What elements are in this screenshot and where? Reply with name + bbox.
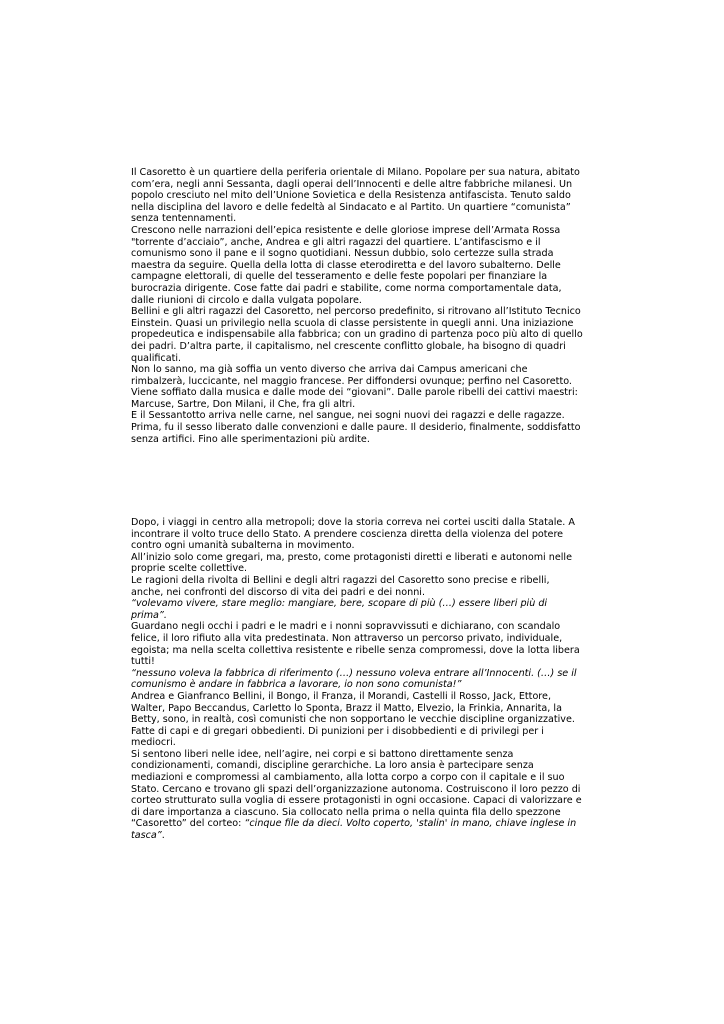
- text-line: Viene soffiato dalla musica e dalle mode dei “giovani”. Dalle parole ribelli dei cattivi maestri:: [131, 387, 578, 399]
- text-line: Walter, Papo Beccandus, Carletto lo Sponta, Brazz il Matto, Elvezio, la Frinkia, Annarita, la: [131, 702, 562, 714]
- text-line: tutti!: [131, 656, 155, 668]
- text-line: Bellini e gli altri ragazzi del Casoretto, nel percorso predefinito, si ritrovano all’Istituto Tecnico: [131, 306, 581, 318]
- text-line: Guardano negli occhi i padri e le madri e i nonni sopravvissuti e dichiarano, con scandalo: [131, 621, 561, 633]
- text-line: mediocri.: [131, 737, 176, 749]
- text-line: corteo strutturato sulla voglia di essere protagonisti in ogni occasione. Capaci di valorizzare e: [131, 795, 582, 807]
- text-line: Non lo sanno, ma già soffia un vento diverso che arriva dai Campus americani che: [131, 364, 528, 376]
- text-line: anche, nei confronti del discorso di vita dei padri e dei nonni.: [131, 586, 425, 598]
- text-line: "torrente d’acciaio”, anche, Andrea e gli altri ragazzi del quartiere. L’antifascismo e il: [131, 236, 541, 248]
- text-line: contro ogni umanità subalterna in movimento.: [131, 540, 355, 552]
- quote-line: prima”.: [131, 609, 167, 621]
- text-section-2: [131, 517, 601, 842]
- text-line: rimbalzerà, luccicante, nel maggio francese. Per diffondersi ovunque; perfino nel Casoretto.: [131, 375, 572, 387]
- text-line: maestra da seguire. Quella della lotta di classe eterodiretta e del lavoro subalterno. Delle: [131, 259, 561, 271]
- text-line: di dare importanza a ciascuno. Sia collocato nella prima o nella quinta fila dello spezzone: [131, 806, 561, 818]
- text-segment: “Casoretto” del corteo:: [131, 818, 245, 830]
- text-line: condizionamenti, comandi, discipline gerarchiche. La loro ansia è partecipare senza: [131, 760, 534, 772]
- text-line: nella disciplina del lavoro e delle fedeltà al Sindacato e al Partito. Un quartiere “comunista”: [131, 201, 571, 213]
- text-line: Le ragioni della rivolta di Bellini e degli altri ragazzi del Casoretto sono precise e ribelli,: [131, 574, 550, 586]
- text-line: egoista; ma nella scelta collettiva resistente e ribelle senza compromessi, dove la lotta libera: [131, 644, 580, 656]
- text-line: comunismo sono il pane e il sogno quotidiani. Nessun dubbio, solo certezze sulla strada: [131, 248, 554, 260]
- quote-line: “nessuno voleva la fabbrica di riferimento (…) nessuno voleva entrare all’Innocenti. (…) se il: [131, 667, 577, 679]
- text-line: campagne elettorali, di quelle del tesseramento e delle feste popolari per finanziare la: [131, 271, 548, 283]
- quote-segment: tasca”: [131, 830, 162, 842]
- text-line: Dopo, i viaggi in centro alla metropoli; dove la storia correva nei cortei usciti dalla Statale. A: [131, 517, 575, 528]
- text-line: Prima, fu il sesso liberato dalle convenzioni e dalle paure. Il desiderio, finalmente, soddisfatto: [131, 422, 581, 434]
- text-line: incontrare il volto truce dello Stato. A prendere coscienza diretta della violenza del potere: [131, 528, 564, 540]
- text-line: dei padri. D’altra parte, il capitalismo, nel crescente conflitto globale, ha bisogno di quadri: [131, 340, 566, 352]
- text-line: [131, 830, 601, 842]
- text-line: Il Casoretto è un quartiere della periferia orientale di Milano. Popolare per sua natura, abitato: [131, 167, 580, 178]
- text-line: propedeutica e indispensabile alla fabbrica; con un gradino di partenza poco più alto di quello: [131, 329, 583, 341]
- text-line: popolo cresciuto nel mito dell’Unione Sovietica e della Resistenza antifascista. Tenuto saldo: [131, 190, 571, 202]
- text-section-1: [131, 167, 601, 445]
- text-line: Crescono nelle narrazioni dell’epica resistente e delle gloriose imprese dell’Armata Rossa: [131, 224, 561, 236]
- text-line: Stato. Cercano e trovano gli spazi dell’organizzazione autonoma. Costruiscono il loro pezzo di: [131, 783, 581, 795]
- text-line: qualificati.: [131, 352, 182, 364]
- quote-line: “volevamo vivere, stare meglio: mangiare, bere, scopare di più (…) essere liberi più di: [131, 598, 548, 610]
- text-line: mediazioni e compromessi al cambiamento, alla lotta corpo a corpo con il capitale e il suo: [131, 772, 565, 784]
- text-line: felice, il loro rifiuto alla vita predestinata. Non attraverso un percorso privato, individuale,: [131, 632, 563, 644]
- text-line: proprie scelte collettive.: [131, 563, 248, 575]
- text-line: Marcuse, Sartre, Don Milani, il Che, fra gli altri.: [131, 398, 356, 410]
- text-line: Einstein. Quasi un privilegio nella scuola di classe persistente in quegli anni. Una iniziazione: [131, 317, 574, 329]
- text-line: senza artifici. Fino alle sperimentazioni più ardite.: [131, 433, 370, 445]
- text-line: Betty, sono, in realtà, così comunisti che non sopportano le vecchie discipline organizzative.: [131, 714, 575, 726]
- text-line: senza tentennamenti.: [131, 213, 237, 225]
- text-line: burocrazia dirigente. Cose fatte dai padri e stabilite, come norma comportamentale data,: [131, 282, 562, 294]
- text-line: [131, 818, 601, 830]
- text-line: dalle riunioni di circolo e dalla vulgata popolare.: [131, 294, 362, 306]
- text-line: E il Sessantotto arriva nelle carne, nel sangue, nei sogni nuovi dei ragazzi e delle ragazze.: [131, 410, 565, 422]
- text-line: Fatte di capi e di gregari obbedienti. Di punizioni per i disobbedienti e di privilegi per i: [131, 725, 544, 737]
- text-line: Andrea e Gianfranco Bellini, il Bongo, il Franza, il Morandi, Castelli il Rosso, Jack, Ettore,: [131, 690, 551, 702]
- text-line: Si sentono liberi nelle idee, nell’agire, nei corpi e si battono direttamente senza: [131, 748, 514, 760]
- text-segment: .: [161, 830, 165, 842]
- quote-segment: “cinque file da dieci. Volto coperto, 'stalin' in mano, chiave inglese in: [244, 818, 577, 830]
- quote-line: comunismo è andare in fabbrica a lavorare, io non sono comunista!”: [131, 679, 462, 691]
- text-line: com’era, negli anni Sessanta, dagli operai dell’Innocenti e delle altre fabbriche milanesi. Un: [131, 178, 573, 190]
- text-line: All’inizio solo come gregari, ma, presto, come protagonisti diretti e liberati e autonomi nelle: [131, 551, 572, 563]
